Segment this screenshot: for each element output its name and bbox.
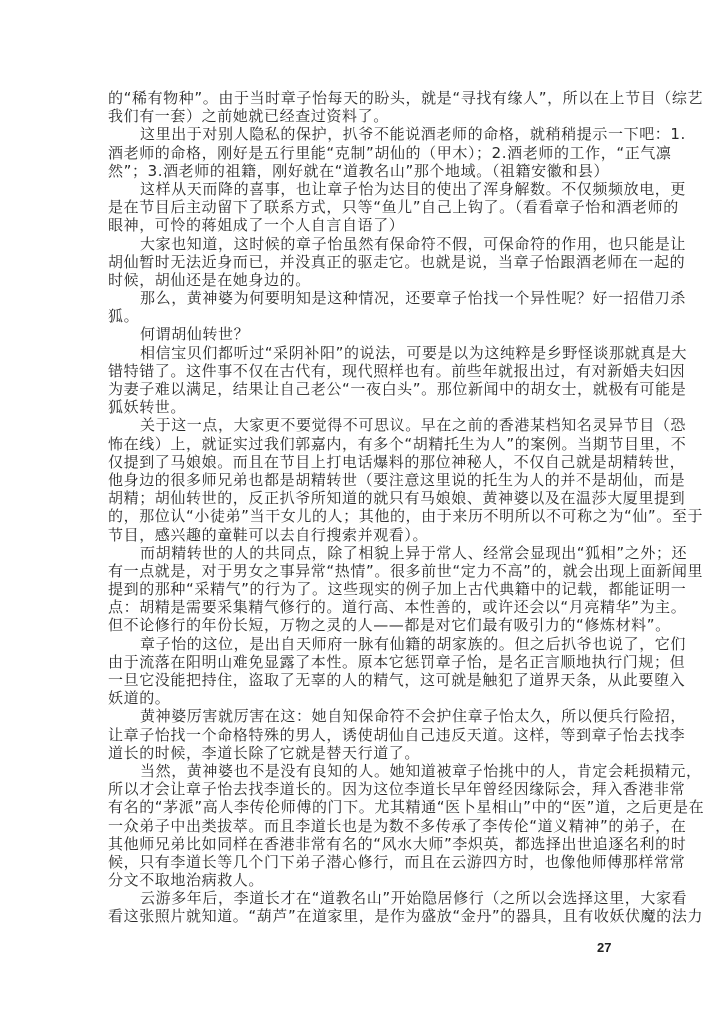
text-line: 的，那位认“小徒弟”当干女儿的人；其他的，由于来历不明所以不可称之为“仙”。至于	[108, 507, 704, 526]
text-line: 所以才会让章子怡去找李道长的。因为这位李道长早年曾经因缘际会，拜入香港非常	[108, 780, 686, 799]
paragraph	[108, 234, 687, 290]
text-line: 胡仙暂时无法近身而已，并没真正的驱走它。也就是说，当章子怡跟酒老师在一起的	[108, 252, 686, 271]
text-line: 关于这一点，大家更不要觉得不可思议。早在之前的香港某档知名灵异节目（恐	[140, 416, 687, 435]
text-line: 看这张照片就知道。“葫芦”在道家里，是作为盛放“金丹”的器具，且有收妖伏魔的法力	[108, 907, 704, 926]
text-line: 仅提到了马娘娘。而且在节目上打电话爆料的那位神秘人，不仅自己就是胡精转世，	[108, 452, 686, 471]
text-line: 胡精；胡仙转世的，反正扒爷所知道的就只有马娘娘、黄神婆以及在温莎大厦里提到	[108, 489, 686, 508]
paragraph	[108, 761, 705, 890]
text-line: 节目，感兴趣的童鞋可以去自行搜索并观看）。	[108, 525, 429, 544]
text-line: 黄神婆厉害就厉害在这：她自知保命符不会护住章子怡太久，所以便兵行险招，	[140, 707, 687, 726]
text-line: 妖道的。	[108, 689, 171, 708]
paragraph	[108, 343, 688, 417]
text-line: 是在节目后主动留下了联系方式，只等“鱼儿”自己上钩了。（看看章子怡和酒老师的	[108, 198, 679, 217]
paragraph	[108, 125, 686, 180]
text-line: 让章子怡找一个命格特殊的男人，诱使胡仙自己违反天道。这样，等到章子怡去找李	[108, 725, 686, 744]
text-line: 道长的时候，李道长除了它就是替天行道了。	[108, 743, 421, 762]
text-line: 一旦它没能把持住，盗取了无辜的人的精气，这可就是触犯了道界天条，从此要堕入	[108, 671, 686, 689]
paragraph	[108, 179, 687, 235]
text-line: 眼神，可怜的蒋姐成了一个人自言自语了）	[108, 216, 405, 235]
text-line: 为妻子难以满足，结果让自己老公“一夜白头”。那位新闻中的胡女士，就极有可能是	[108, 380, 687, 398]
text-line: 当然，黄神婆也不是没有良知的人。她知道被章子怡挑中的人，肯定会耗损精元，	[140, 761, 702, 780]
page-number: 27	[597, 940, 612, 955]
text-line: 一众弟子中出类拔萃。而且李道长也是为数不多传承了李传伦“道义精神”的弟子，在	[108, 816, 687, 835]
text-line: 他身边的很多师兄弟也都是胡精转世（要注意这里说的托生为人的并不是胡仙，而是	[108, 470, 686, 489]
text-line: 然”；3.酒老师的祖籍，刚好就在“道教名山”那个地域。（祖籍安徽和县）	[108, 161, 610, 180]
text-line: 章子怡的这位，是出自天师府一脉有仙籍的胡家族的。但之后扒爷也说了，它们	[140, 634, 687, 653]
text-line: 错特错了。这件事不仅在古代有，现代照样也有。前些年就报出过，有对新婚夫妇因	[108, 361, 686, 380]
text-line: 其他师兄弟比如同样在香港非常有名的“风水大师”李炽英，都选择出世追逐名利的时	[108, 834, 687, 853]
text-line: 分文不取地治病救人。	[108, 871, 265, 890]
text-line: 这样从天而降的喜事，也让章子怡为达目的使出了浑身解数。不仅频频放电，更	[140, 179, 687, 198]
paragraph	[108, 707, 687, 762]
text-line: 酒老师的命格，刚好是五行里能“克制”胡仙的（甲木）；2.酒老师的工作，“正气凛	[108, 143, 672, 162]
text-line: 但不论修行的年份长短，万物之灵的人——都是对它们最有吸引力的“修炼材料”。	[108, 616, 671, 635]
text-line: 狐。	[108, 307, 140, 326]
text-line: 而胡精转世的人的共同点，除了相貌上异于常人、经常会显现出“狐相”之外；还	[140, 543, 688, 562]
text-line: 狐妖转世。	[108, 398, 187, 417]
paragraph	[108, 634, 687, 708]
document-body	[108, 89, 705, 926]
paragraph	[108, 289, 687, 326]
text-line: 那么，黄神婆为何要明知是这种情况，还要章子怡找一个异性呢？好一招借刀杀	[140, 289, 687, 308]
paragraph	[108, 89, 704, 126]
text-line: 候，只有李道长等几个门下弟子潜心修行，而且在云游四方时，也像他师傅那样常常	[108, 852, 686, 871]
text-line: 的“稀有物种”。由于当时章子怡每天的盼头，就是“寻找有缘人”，所以在上节目（综艺	[108, 89, 704, 107]
paragraph	[108, 889, 704, 926]
text-line: 点：胡精是需要采集精气修行的。道行高、本性善的，或许还会以“月亮精华”为主。	[108, 598, 687, 617]
text-line: 我们有一套）之前她就已经查过资料了。	[108, 107, 389, 126]
text-line: 这里出于对别人隐私的保护，扒爷不能说酒老师的命格，就稍稍提示一下吧：1.	[140, 125, 686, 144]
text-line: 提到的那种“采精气”的行为了。这些现实的例子加上古代典籍中的记载，都能证明一	[108, 580, 687, 599]
text-line: 有一点就是，对于男女之事异常“热情”。很多前世“定力不高”的，就会出现上面新闻里	[108, 561, 704, 580]
paragraph	[108, 416, 704, 544]
paragraph	[108, 325, 625, 343]
text-line: 大家也知道，这时候的章子怡虽然有保命符不假，可保命符的作用，也只能是让	[140, 234, 687, 253]
paragraph	[108, 543, 704, 635]
text-line: 由于流落在阳明山难免显露了本性。原本它惩罚章子怡，是名正言顺地执行门规；但	[108, 652, 686, 671]
text-line: 时候，胡仙还是在她身边的。	[108, 270, 311, 289]
text-line: 何谓胡仙转世？	[140, 325, 250, 344]
text-line: 有名的“茅派”高人李传伦师傅的门下。尤其精通“医卜星相山”中的“医”道，之后更是在	[108, 798, 705, 817]
text-line: 云游多年后，李道长才在“道教名山”开始隐居修行（之所以会选择这里，大家看	[140, 889, 688, 908]
text-line: 怖在线）上，就证实过我们郭嘉内，有多个“胡精托生为人”的案例。当期节目里，不	[108, 434, 687, 453]
text-line: 相信宝贝们都听过“采阴补阳”的说法，可要是以为这纯粹是乡野怪谈那就真是大	[140, 343, 688, 362]
